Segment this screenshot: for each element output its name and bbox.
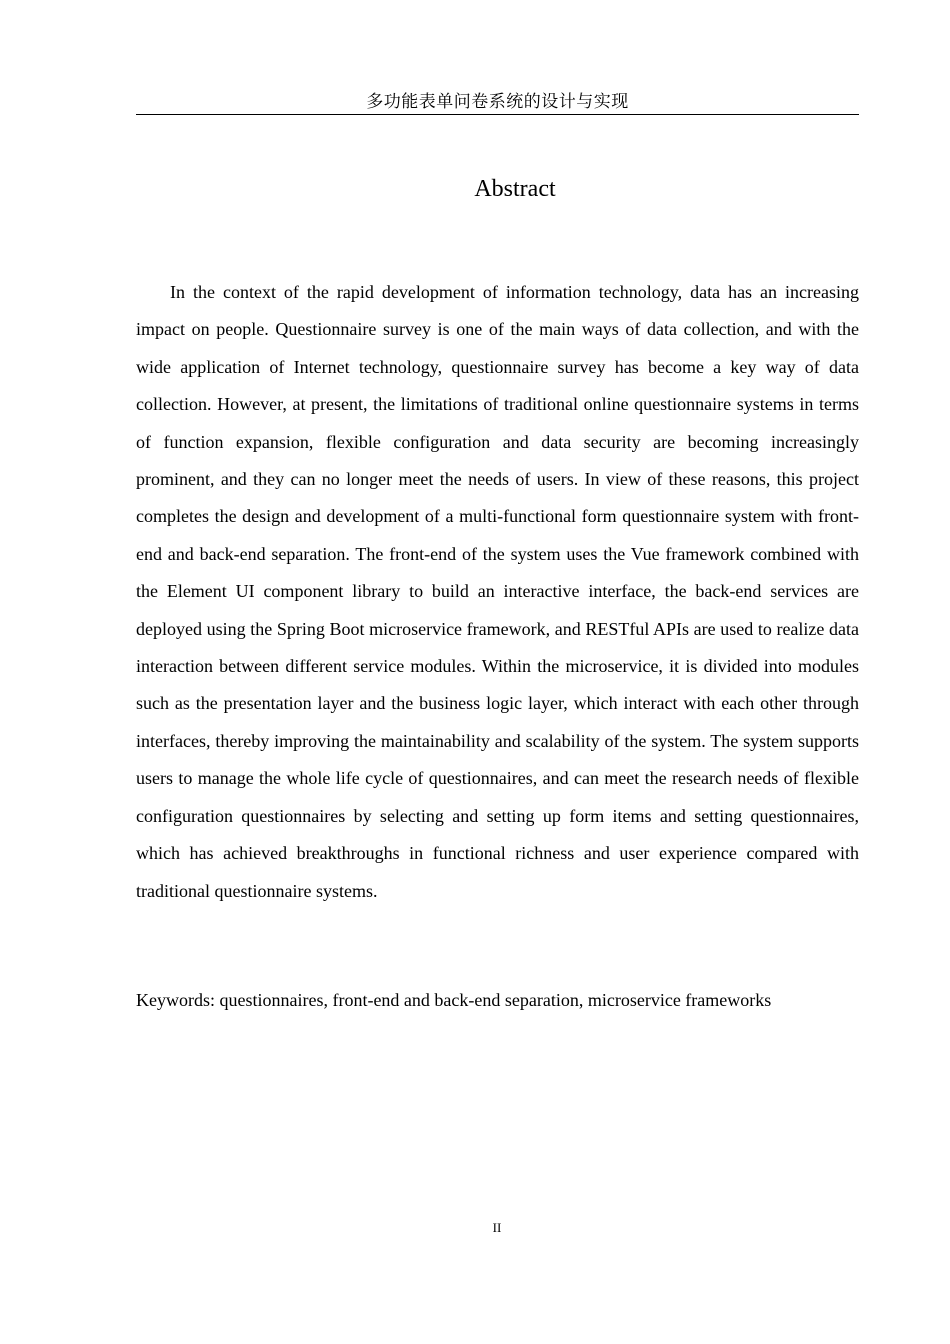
abstract-body: In the context of the rapid development of information technology, data has an increasing impact on people. Questionnaire survey is one of the main ways of data collection, and with the wide application of Internet technology, questionnaire survey has become a key way of data collection. However, at present, the limitations of traditional online questionnaire systems in terms of function expansion, flexible configuration and data security are becoming increasingly prominent, and they can no longer meet the needs of users. In view of these reasons, this project completes the design and development of a multi-functional form questionnaire system with front-end and back-end separation. The front-end of the system uses the Vue framework combined with the Element UI component library to build an interactive interface, the back-end services are deployed using the Spring Boot microservice framework, and RESTful APIs are used to realize data interaction between different service modules. Within the microservice, it is divided into modules such as the presentation layer and the business logic layer, which interact with each other through interfaces, thereby improving the maintainability and scalability of the system. The system supports users to manage the whole life cycle of questionnaires, and can meet the research needs of flexible configuration questionnaires by selecting and setting up form items and setting questionnaires, which has achieved breakthroughs in functional richness and user experience compared with traditional questionnaire systems.: [136, 282, 859, 901]
keywords-line: Keywords: questionnaires, front-end and back-end separation, microservice frameworks: [136, 990, 772, 1010]
running-header: [136, 92, 859, 115]
page-number: II: [492, 1220, 502, 1235]
abstract-title: Abstract: [474, 176, 556, 202]
running-header-title: 多功能表单问卷系统的设计与实现: [366, 92, 629, 112]
